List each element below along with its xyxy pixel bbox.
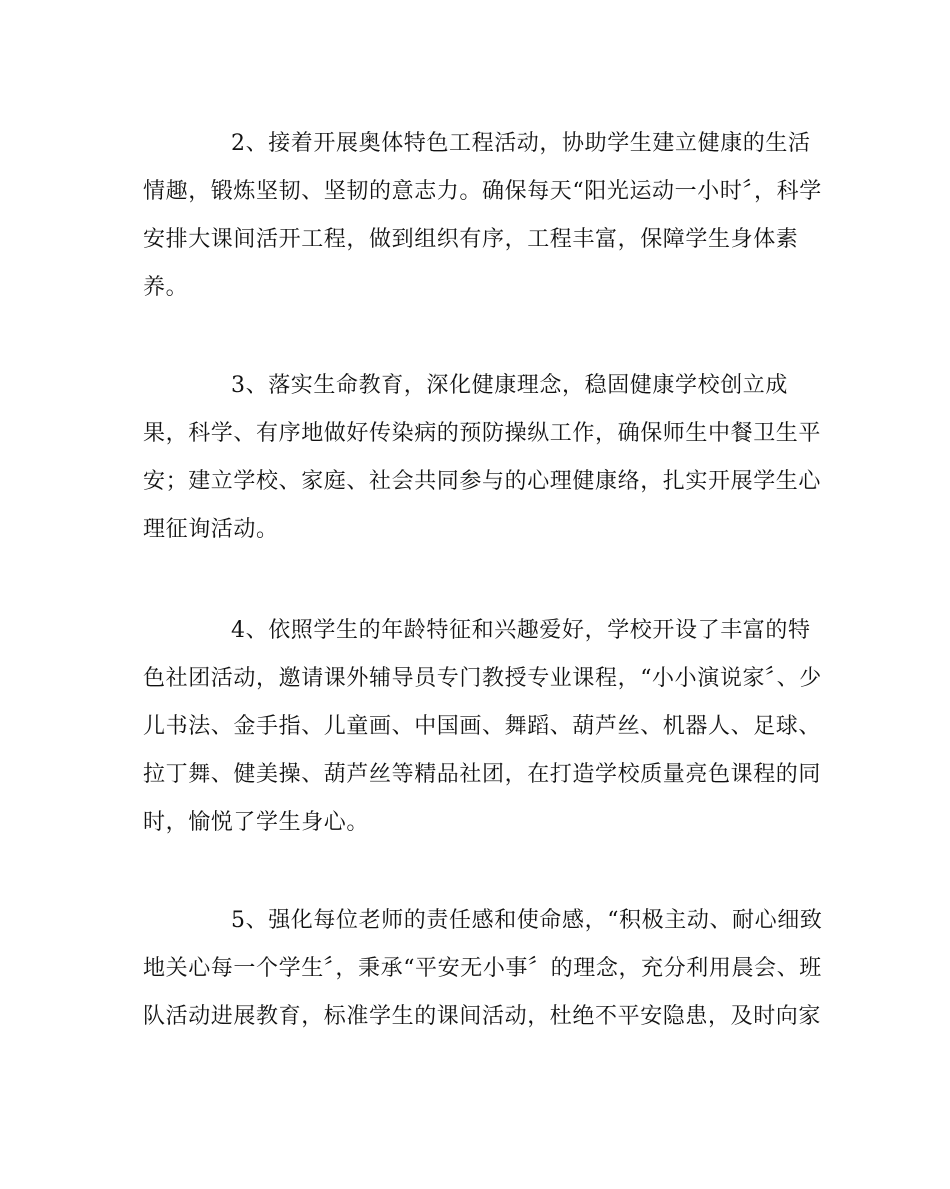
paragraph-line: 色社团活动，邀请课外辅导员专门教授专业课程，“小小演说家〞、少 <box>143 666 822 691</box>
paragraph-line: 5、强化每位老师的责任感和使命感，“积极主动、耐心细致 <box>231 908 823 933</box>
paragraph-2 <box>143 120 843 312</box>
paragraph-line: 安排大课间活开工程，做到组织有序，工程丰富，保障学生身体素 <box>143 227 799 252</box>
paragraph-line: 地关心每一个学生〞，秉承“平安无小事〞的理念，充分利用晨会、班 <box>143 956 822 981</box>
paragraph-line: 儿书法、金手指、儿童画、中国画、舞蹈、葫芦丝、机器人、足球、 <box>143 714 822 739</box>
paragraph-line: 3、落实生命教育，深化健康理念，稳固健康学校创立成 <box>231 373 788 398</box>
paragraph-line: 养。 <box>143 275 189 300</box>
paragraph-4 <box>143 607 843 847</box>
paragraph-line: 拉丁舞、健美操、葫芦丝等精品社团，在打造学校质量亮色课程的同 <box>143 762 822 787</box>
paragraph-line: 理征询活动。 <box>143 517 279 542</box>
paragraph-line: 时，愉悦了学生身心。 <box>143 810 370 835</box>
paragraph-line: 4、依照学生的年龄特征和兴趣爱好，学校开设了丰富的特 <box>231 618 811 643</box>
paragraph-line: 2、接着开展奥体特色工程活动，协助学生建立健康的生活 <box>231 131 811 156</box>
paragraph-line: 安；建立学校、家庭、社会共同参与的心理健康络，扎实开展学生心 <box>143 469 822 494</box>
paragraph-5 <box>143 897 843 1041</box>
paragraph-line: 队活动进展教育，标准学生的课间活动，杜绝不平安隐患，及时向家 <box>143 1004 822 1029</box>
paragraph-3 <box>143 362 843 554</box>
paragraph-line: 情趣，锻炼坚韧、坚韧的意志力。确保每天“阳光运动一小时〞，科学 <box>143 179 822 204</box>
paragraph-line: 果，科学、有序地做好传染病的预防操纵工作，确保师生中餐卫生平 <box>143 421 822 446</box>
